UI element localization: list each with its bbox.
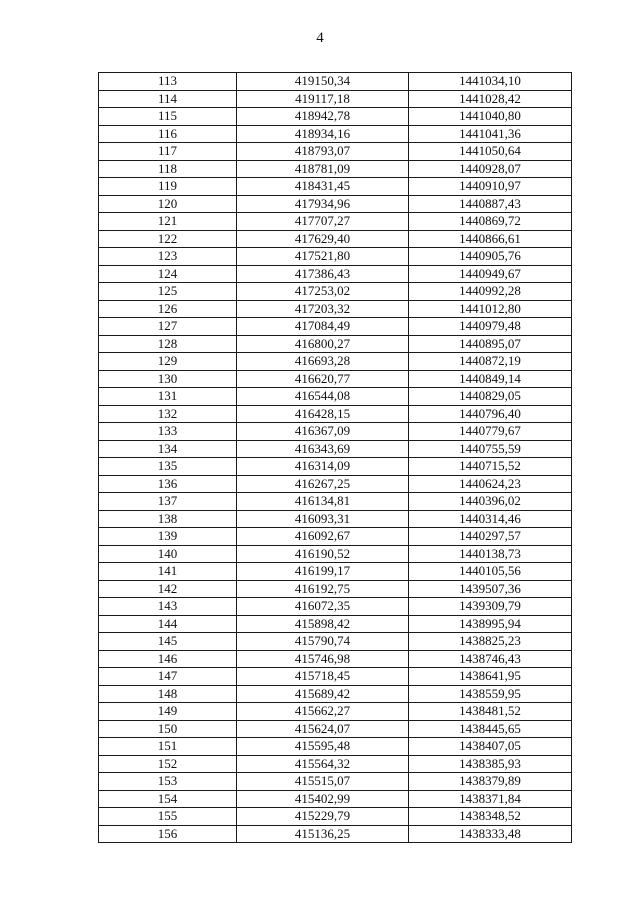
table-row <box>99 563 572 581</box>
table-row <box>99 213 572 231</box>
table-row <box>99 370 572 388</box>
x-coordinate-cell: 416092,67 <box>237 528 409 546</box>
y-coordinate-cell: 1440895,07 <box>409 335 572 353</box>
table-row <box>99 160 572 178</box>
x-coordinate-cell: 415136,25 <box>237 825 409 843</box>
y-coordinate-cell: 1438348,52 <box>409 808 572 826</box>
point-number-cell: 135 <box>99 458 237 476</box>
y-coordinate-cell: 1440297,57 <box>409 528 572 546</box>
y-coordinate-cell: 1440887,43 <box>409 195 572 213</box>
point-number-cell: 151 <box>99 738 237 756</box>
table-row <box>99 703 572 721</box>
point-number-cell: 131 <box>99 388 237 406</box>
table-row <box>99 633 572 651</box>
x-coordinate-cell: 417386,43 <box>237 265 409 283</box>
y-coordinate-cell: 1440866,61 <box>409 230 572 248</box>
table-row <box>99 90 572 108</box>
x-coordinate-cell: 418934,16 <box>237 125 409 143</box>
y-coordinate-cell: 1438371,84 <box>409 790 572 808</box>
x-coordinate-cell: 415689,42 <box>237 685 409 703</box>
y-coordinate-cell: 1440105,56 <box>409 563 572 581</box>
point-number-cell: 140 <box>99 545 237 563</box>
point-number-cell: 156 <box>99 825 237 843</box>
y-coordinate-cell: 1438481,52 <box>409 703 572 721</box>
point-number-cell: 113 <box>99 73 237 91</box>
table-row <box>99 73 572 91</box>
x-coordinate-cell: 417084,49 <box>237 318 409 336</box>
table-row <box>99 318 572 336</box>
x-coordinate-cell: 419117,18 <box>237 90 409 108</box>
x-coordinate-cell: 417629,40 <box>237 230 409 248</box>
y-coordinate-cell: 1440715,52 <box>409 458 572 476</box>
y-coordinate-cell: 1440910,97 <box>409 178 572 196</box>
point-number-cell: 118 <box>99 160 237 178</box>
y-coordinate-cell: 1440979,48 <box>409 318 572 336</box>
y-coordinate-cell: 1440829,05 <box>409 388 572 406</box>
table-row <box>99 125 572 143</box>
table-row <box>99 195 572 213</box>
y-coordinate-cell: 1440755,59 <box>409 440 572 458</box>
point-number-cell: 119 <box>99 178 237 196</box>
point-number-cell: 137 <box>99 493 237 511</box>
table-row <box>99 790 572 808</box>
x-coordinate-cell: 415790,74 <box>237 633 409 651</box>
y-coordinate-cell: 1441041,36 <box>409 125 572 143</box>
point-number-cell: 124 <box>99 265 237 283</box>
x-coordinate-cell: 416693,28 <box>237 353 409 371</box>
point-number-cell: 120 <box>99 195 237 213</box>
point-number-cell: 152 <box>99 755 237 773</box>
point-number-cell: 130 <box>99 370 237 388</box>
point-number-cell: 149 <box>99 703 237 721</box>
point-number-cell: 139 <box>99 528 237 546</box>
point-number-cell: 121 <box>99 213 237 231</box>
x-coordinate-cell: 418793,07 <box>237 143 409 161</box>
y-coordinate-cell: 1438407,05 <box>409 738 572 756</box>
table-row <box>99 300 572 318</box>
y-coordinate-cell: 1440905,76 <box>409 248 572 266</box>
y-coordinate-cell: 1440949,67 <box>409 265 572 283</box>
x-coordinate-cell: 416428,15 <box>237 405 409 423</box>
page-number: 4 <box>316 30 324 46</box>
table-row <box>99 580 572 598</box>
y-coordinate-cell: 1438333,48 <box>409 825 572 843</box>
table-row <box>99 335 572 353</box>
point-number-cell: 138 <box>99 510 237 528</box>
table-row <box>99 685 572 703</box>
point-number-cell: 126 <box>99 300 237 318</box>
point-number-cell: 142 <box>99 580 237 598</box>
point-number-cell: 153 <box>99 773 237 791</box>
y-coordinate-cell: 1441040,80 <box>409 108 572 126</box>
x-coordinate-cell: 415402,99 <box>237 790 409 808</box>
table-row <box>99 808 572 826</box>
table-row <box>99 755 572 773</box>
x-coordinate-cell: 416134,81 <box>237 493 409 511</box>
table-row <box>99 615 572 633</box>
table-row <box>99 353 572 371</box>
x-coordinate-cell: 415564,32 <box>237 755 409 773</box>
table-row <box>99 265 572 283</box>
coordinates-table <box>98 72 572 843</box>
x-coordinate-cell: 417253,02 <box>237 283 409 301</box>
table-row <box>99 143 572 161</box>
point-number-cell: 141 <box>99 563 237 581</box>
y-coordinate-cell: 1440138,73 <box>409 545 572 563</box>
table-row <box>99 283 572 301</box>
table-row <box>99 773 572 791</box>
table-row <box>99 248 572 266</box>
point-number-cell: 115 <box>99 108 237 126</box>
y-coordinate-cell: 1440396,02 <box>409 493 572 511</box>
y-coordinate-cell: 1441034,10 <box>409 73 572 91</box>
x-coordinate-cell: 418942,78 <box>237 108 409 126</box>
y-coordinate-cell: 1440314,46 <box>409 510 572 528</box>
table-row <box>99 230 572 248</box>
table-row <box>99 458 572 476</box>
table-row <box>99 405 572 423</box>
point-number-cell: 154 <box>99 790 237 808</box>
y-coordinate-cell: 1438385,93 <box>409 755 572 773</box>
point-number-cell: 133 <box>99 423 237 441</box>
y-coordinate-cell: 1440624,23 <box>409 475 572 493</box>
x-coordinate-cell: 416544,08 <box>237 388 409 406</box>
y-coordinate-cell: 1440928,07 <box>409 160 572 178</box>
point-number-cell: 123 <box>99 248 237 266</box>
y-coordinate-cell: 1440992,28 <box>409 283 572 301</box>
point-number-cell: 155 <box>99 808 237 826</box>
x-coordinate-cell: 415746,98 <box>237 650 409 668</box>
x-coordinate-cell: 415515,07 <box>237 773 409 791</box>
point-number-cell: 127 <box>99 318 237 336</box>
x-coordinate-cell: 416199,17 <box>237 563 409 581</box>
point-number-cell: 128 <box>99 335 237 353</box>
y-coordinate-cell: 1440849,14 <box>409 370 572 388</box>
y-coordinate-cell: 1441028,42 <box>409 90 572 108</box>
x-coordinate-cell: 418781,09 <box>237 160 409 178</box>
point-number-cell: 144 <box>99 615 237 633</box>
y-coordinate-cell: 1439507,36 <box>409 580 572 598</box>
table-row <box>99 825 572 843</box>
x-coordinate-cell: 416800,27 <box>237 335 409 353</box>
x-coordinate-cell: 416620,77 <box>237 370 409 388</box>
x-coordinate-cell: 416190,52 <box>237 545 409 563</box>
y-coordinate-cell: 1440779,67 <box>409 423 572 441</box>
x-coordinate-cell: 416093,31 <box>237 510 409 528</box>
x-coordinate-cell: 417934,96 <box>237 195 409 213</box>
x-coordinate-cell: 416367,09 <box>237 423 409 441</box>
table-row <box>99 598 572 616</box>
y-coordinate-cell: 1438379,89 <box>409 773 572 791</box>
table-row <box>99 423 572 441</box>
x-coordinate-cell: 417707,27 <box>237 213 409 231</box>
point-number-cell: 147 <box>99 668 237 686</box>
x-coordinate-cell: 415595,48 <box>237 738 409 756</box>
table-row <box>99 510 572 528</box>
x-coordinate-cell: 416192,75 <box>237 580 409 598</box>
x-coordinate-cell: 416072,35 <box>237 598 409 616</box>
table-row <box>99 668 572 686</box>
y-coordinate-cell: 1438445,65 <box>409 720 572 738</box>
y-coordinate-cell: 1438825,23 <box>409 633 572 651</box>
y-coordinate-cell: 1438559,95 <box>409 685 572 703</box>
x-coordinate-cell: 417521,80 <box>237 248 409 266</box>
point-number-cell: 125 <box>99 283 237 301</box>
point-number-cell: 150 <box>99 720 237 738</box>
point-number-cell: 114 <box>99 90 237 108</box>
x-coordinate-cell: 416314,09 <box>237 458 409 476</box>
table-row <box>99 178 572 196</box>
table-row <box>99 720 572 738</box>
y-coordinate-cell: 1438995,94 <box>409 615 572 633</box>
x-coordinate-cell: 418431,45 <box>237 178 409 196</box>
point-number-cell: 132 <box>99 405 237 423</box>
table-row <box>99 545 572 563</box>
x-coordinate-cell: 415662,27 <box>237 703 409 721</box>
y-coordinate-cell: 1441050,64 <box>409 143 572 161</box>
x-coordinate-cell: 417203,32 <box>237 300 409 318</box>
point-number-cell: 116 <box>99 125 237 143</box>
x-coordinate-cell: 416343,69 <box>237 440 409 458</box>
x-coordinate-cell: 415624,07 <box>237 720 409 738</box>
point-number-cell: 122 <box>99 230 237 248</box>
table-row <box>99 738 572 756</box>
y-coordinate-cell: 1441012,80 <box>409 300 572 318</box>
table-row <box>99 440 572 458</box>
table-row <box>99 388 572 406</box>
x-coordinate-cell: 419150,34 <box>237 73 409 91</box>
point-number-cell: 148 <box>99 685 237 703</box>
y-coordinate-cell: 1440872,19 <box>409 353 572 371</box>
x-coordinate-cell: 415898,42 <box>237 615 409 633</box>
y-coordinate-cell: 1439309,79 <box>409 598 572 616</box>
point-number-cell: 129 <box>99 353 237 371</box>
coordinates-table-body <box>99 73 572 843</box>
point-number-cell: 117 <box>99 143 237 161</box>
table-row <box>99 528 572 546</box>
x-coordinate-cell: 415229,79 <box>237 808 409 826</box>
x-coordinate-cell: 415718,45 <box>237 668 409 686</box>
point-number-cell: 145 <box>99 633 237 651</box>
point-number-cell: 136 <box>99 475 237 493</box>
table-row <box>99 108 572 126</box>
table-row <box>99 493 572 511</box>
table-row <box>99 650 572 668</box>
point-number-cell: 143 <box>99 598 237 616</box>
y-coordinate-cell: 1438641,95 <box>409 668 572 686</box>
y-coordinate-cell: 1440869,72 <box>409 213 572 231</box>
point-number-cell: 134 <box>99 440 237 458</box>
y-coordinate-cell: 1440796,40 <box>409 405 572 423</box>
x-coordinate-cell: 416267,25 <box>237 475 409 493</box>
y-coordinate-cell: 1438746,43 <box>409 650 572 668</box>
point-number-cell: 146 <box>99 650 237 668</box>
table-row <box>99 475 572 493</box>
